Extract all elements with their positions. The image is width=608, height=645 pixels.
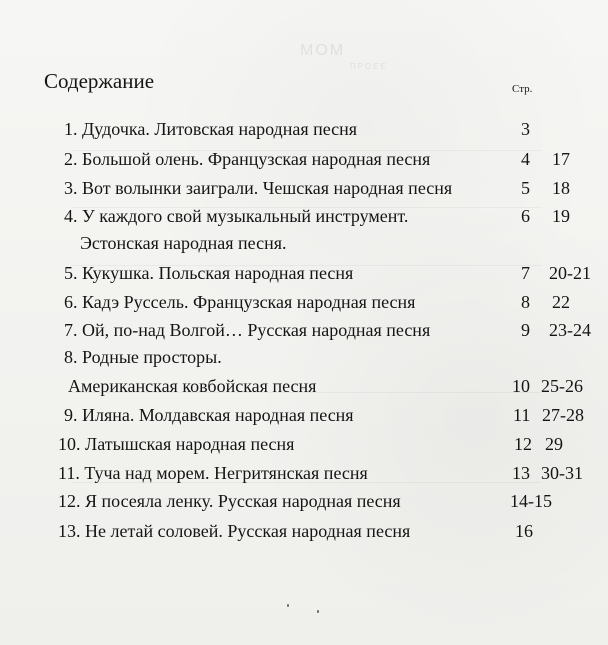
toc-text-page: 4 [521,149,530,169]
toc-entry-number: 3. [64,178,78,198]
toc-music-page: 30-31 [541,463,583,483]
toc-text-page: 14-15 [510,491,552,511]
toc-text-page: 5 [521,178,530,198]
toc-entry-title: Родные просторы. [82,347,222,367]
toc-text-page: 11 [513,405,531,425]
toc-entry-title: Кукушка. Польская народная песня [82,263,354,283]
toc-text-page: 9 [521,320,530,340]
toc-entry [58,462,368,484]
toc-entry-continuation: Эстонская народная песня. [80,233,287,253]
toc-text-page: 6 [521,206,530,226]
toc-entry-number: 4. [64,206,78,226]
toc-entry [64,262,353,284]
toc-entry-number: 10. [58,434,81,454]
toc-entry-title: Дудочка. Литовская народная песня [82,119,358,139]
toc-music-page: 25-26 [541,376,583,396]
toc-entry [58,490,401,512]
toc-entry-title: Большой олень. Французская народная песня [82,149,431,169]
toc-entry-number: 1. [64,119,78,139]
toc-entry-title: Кадэ Руссель. Французская народная песня [82,292,416,312]
toc-entry-number: 6. [64,292,78,312]
toc-entry-title: Я посеяла ленку. Русская народная песня [85,491,401,511]
toc-entry-number: 2. [64,149,78,169]
toc-music-page: 20-21 [549,263,591,283]
toc-entry-number: 5. [64,263,78,283]
toc-entry-number: 8. [64,347,78,367]
toc-entry-title: Иляна. Молдавская народная песня [82,405,354,425]
toc-entry [64,319,430,341]
toc-entry-title: Ой, по-над Волгой… Русская народная песня [82,320,431,340]
toc-music-page: 19 [552,206,570,226]
toc-entry-title: Латышская народная песня [85,434,295,454]
toc-entry-number: 7. [64,320,78,340]
toc-entry-number: 11. [58,463,80,483]
toc-entry [64,346,222,368]
toc-music-page: 17 [552,149,570,169]
contents-title: Содержание [44,69,155,93]
toc-entry [64,148,430,170]
toc-entry [64,118,357,140]
toc-entry [64,404,354,426]
toc-entry [58,520,410,542]
toc-entry-number: 12. [58,491,81,511]
toc-music-page: 27-28 [542,405,584,425]
toc-entry-continuation: Американская ковбойская песня [68,376,317,396]
page-column-label: Стр. [512,83,533,95]
toc-entry [64,205,408,227]
toc-entry-title: Не летай соловей. Русская народная песня [85,521,411,541]
toc-entry [58,433,294,455]
toc-entry-number: 13. [58,521,81,541]
toc-music-page: 18 [552,178,570,198]
toc-music-page: 23-24 [549,320,591,340]
toc-text-page: 13 [512,463,530,483]
faint-watermark-subtitle: ПРОЕЕ [350,62,388,71]
toc-text-page: 10 [512,376,530,396]
toc-text-page: 16 [515,521,533,541]
toc-text-page: 8 [521,292,530,312]
toc-entry-title: У каждого свой музыкальный инструмент. [82,206,409,226]
page-speck [287,604,289,607]
toc-text-page: 12 [514,434,532,454]
toc-music-page: 22 [552,292,570,312]
toc-entry [64,177,452,199]
toc-entry [64,291,415,313]
toc-music-page: 29 [545,434,563,454]
faint-watermark-title: МОМ [300,42,346,59]
page-speck [317,610,319,613]
toc-entry-number: 9. [64,405,78,425]
toc-text-page: 7 [521,263,530,283]
toc-entry-title: Вот волынки заиграли. Чешская народная песня [82,178,453,198]
toc-entry-title: Туча над морем. Негритянская песня [84,463,368,483]
toc-text-page: 3 [521,119,530,139]
